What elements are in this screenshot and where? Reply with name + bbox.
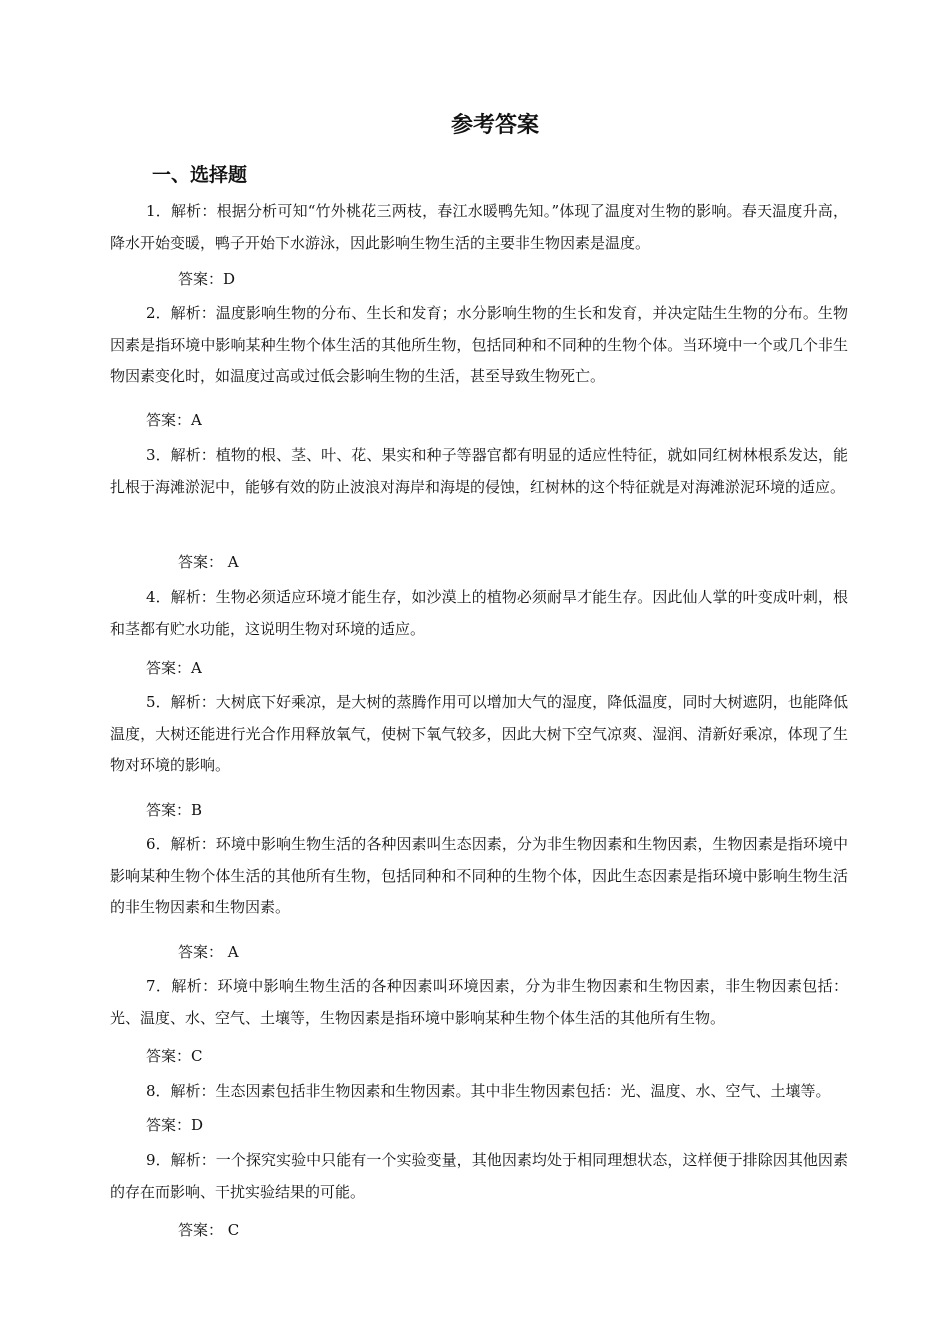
question-explanation-2: 2．解析：温度影响生物的分布、生长和发育；水分影响生物的生长和发育，并决定陆生生物的分布。生物因素是指环境中影响某种生物个体生活的其他所生物，包括同种和不同种的生物个体。当环境中一个或几个非生物因素变化时，如温度过高或过低会影响生物的生活，甚至导致生物死亡。 (110, 304, 848, 385)
question-explanation-8: 8．解析：生态因素包括非生物因素和生物因素。其中非生物因素包括：光、温度、水、空气、土壤等。 (146, 1082, 831, 1100)
question-explanation-9: 9．解析：一个探究实验中只能有一个实验变量，其他因素均处于相同理想状态，这样便于排除因其他因素的存在而影响、干扰实验结果的可能。 (110, 1151, 848, 1201)
question-explanation-3: 3．解析：植物的根、茎、叶、花、果实和种子等器官都有明显的适应性特征，就如同红树林根系发达，能扎根于海滩淤泥中，能够有效的防止波浪对海岸和海堤的侵蚀，红树林的这个特征就是对海滩淤泥环境的适应。 (110, 446, 848, 496)
question-explanation-1: 1．解析：根据分析可知“竹外桃花三两枝，春江水暖鸭先知。”体现了温度对生物的影响。春天温度升高，降水开始变暖，鸭子开始下水游泳，因此影响生物生活的主要非生物因素是温度。 (110, 202, 848, 252)
question-explanation-6: 6．解析：环境中影响生物生活的各种因素叫生态因素，分为非生物因素和生物因素，生物因素是指环境中影响某种生物个体生活的其他所有生物，包括同种和不同种的生物个体，因此生态因素是指环境中影响生物生活的非生物因素和生物因素。 (110, 835, 848, 916)
page-title: 参考答案 (450, 113, 539, 138)
answer-6: 答案： A (178, 943, 239, 961)
answer-2: 答案：A (146, 411, 202, 429)
question-explanation-4: 4．解析：生物必须适应环境才能生存，如沙漠上的植物必须耐旱才能生存。因此仙人掌的叶变成叶刺，根和茎都有贮水功能，这说明生物对环境的适应。 (110, 588, 848, 638)
answer-1: 答案：D (178, 270, 236, 288)
answer-9: 答案： C (178, 1221, 240, 1239)
question-explanation-5: 5．解析：大树底下好乘凉，是大树的蒸腾作用可以增加大气的湿度，降低温度，同时大树遮阴，也能降低温度，大树还能进行光合作用释放氧气，使树下氧气较多，因此大树下空气凉爽、湿润、清新好乘凉，体现了生物对环境的影响。 (110, 693, 848, 774)
section-heading: 一、选择题 (152, 164, 248, 186)
answer-5: 答案：B (146, 801, 203, 819)
question-explanation-7: 7．解析：环境中影响生物生活的各种因素叫环境因素，分为非生物因素和生物因素，非生物因素包括：光、温度、水、空气、土壤等，生物因素是指环境中影响某种生物个体生活的其他所有生物。 (110, 977, 848, 1027)
answer-8: 答案：D (146, 1116, 204, 1134)
answer-4: 答案：A (146, 659, 202, 677)
answer-3: 答案： A (178, 553, 239, 571)
answer-7: 答案：C (146, 1047, 203, 1065)
